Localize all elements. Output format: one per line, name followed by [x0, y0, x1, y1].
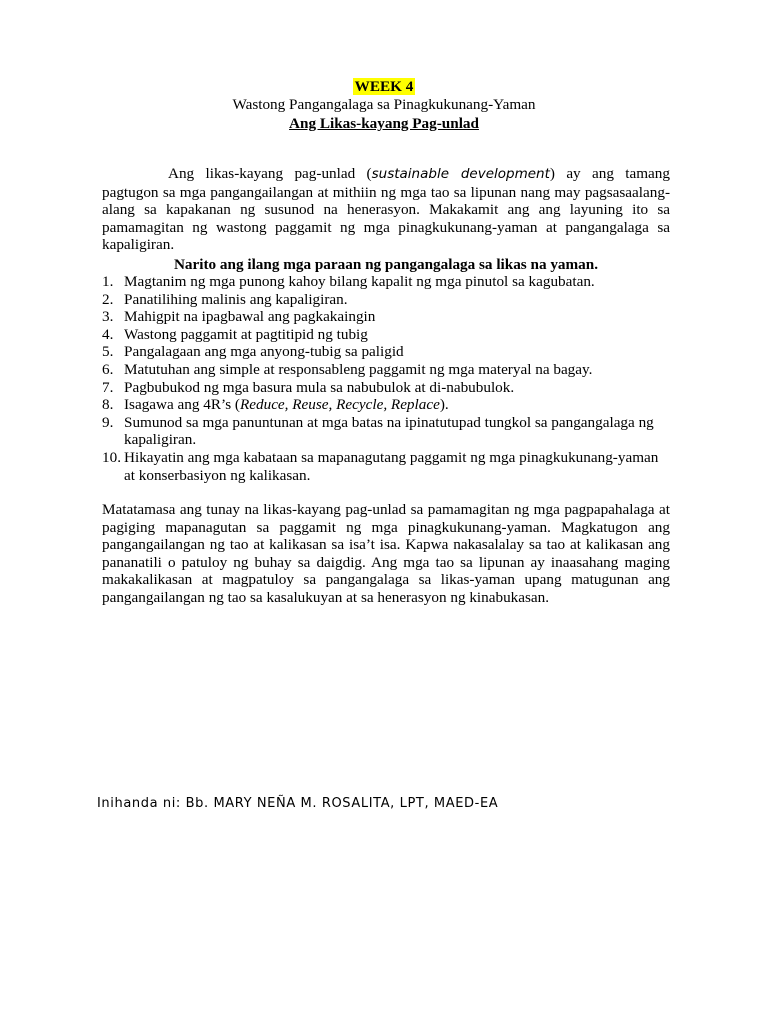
- document-subtitle: Wastong Pangangalaga sa Pinagkukunang-Yaman: [232, 96, 536, 113]
- list-item-number: 3.: [102, 308, 114, 326]
- list-item-number: 6.: [102, 360, 114, 378]
- list-item-text-before: Isagawa ang 4R’s (: [124, 396, 240, 414]
- list-item-text: Panatilihing malinis ang kapaligiran.: [124, 290, 348, 308]
- list-item-number: 10.: [102, 448, 121, 466]
- list-item-number: 4.: [102, 325, 114, 343]
- list-item-text: Matutuhan ang simple at responsableng paggamit ng mga materyal na bagay.: [124, 360, 593, 378]
- list-item: [102, 379, 672, 397]
- week-heading: [0, 78, 768, 96]
- list-item: [102, 291, 672, 309]
- intro-paragraph: [102, 165, 670, 254]
- list-heading: Narito ang ilang mga paraan ng pangangalaga sa likas na yaman.: [173, 256, 599, 273]
- conclusion-paragraph: Matatamasa ang tunay na likas-kayang pag-unlad sa pamamagitan ng mga pagpapahalaga at pagiging mapanagutan sa paggamit ng mga pinagkukunang-yaman. Magkatugon ang pangangailangan ng tao at kalikasan sa isa’t isa. Kapwa nakasalalay sa tao at kalikasan ang pananatili o patuloy ng buhay sa daigdig. Ang mga tao sa lipunan ay inaasahang maging makakalikasan at magpatuloy sa pangangalaga sa likas-yaman upang matugunan ang pangangailangan ng tao sa kasalukuyan at sa henerasyon ng kinabukasan.: [102, 501, 670, 606]
- list-item-number: 7.: [102, 378, 114, 396]
- document-title: Ang Likas-kayang Pag-unlad: [289, 115, 479, 132]
- list-item-text: Mahigpit na ipagbawal ang pagkakaingin: [124, 308, 376, 326]
- list-item-number: 1.: [102, 273, 114, 290]
- list-item-number: 5.: [102, 343, 114, 361]
- list-item-number: 2.: [102, 290, 114, 308]
- list-item: [102, 273, 672, 291]
- list-item-text: Pangalagaan ang mga anyong-tubig sa paligid: [124, 343, 404, 361]
- list-item-italic-text: Reduce, Reuse, Recycle, Replace: [239, 396, 440, 414]
- intro-text-before: Ang likas-kayang pag-unlad (: [168, 165, 372, 182]
- list-item: [102, 396, 672, 414]
- week-label: WEEK 4: [354, 78, 414, 95]
- list-item-number: 8.: [102, 396, 114, 414]
- list-item-number: 9.: [102, 413, 114, 431]
- list-item: [102, 414, 672, 449]
- prepared-by-footer: Inihanda ni: Bb. MARY NEÑA M. ROSALITA, LPT, MAED-EA: [97, 796, 499, 811]
- list-item-text: Magtanim ng mga punong kahoy bilang kapalit ng mga pinutol sa kagubatan.: [124, 273, 595, 290]
- list-item: [102, 343, 672, 361]
- list-item-text: Hikayatin ang mga kabataan sa mapanagutang paggamit ng mga pinagkukunang-yaman at konserbasiyon ng kalikasan.: [124, 448, 659, 484]
- intro-text-after: ) ay ang tamang pagtugon sa mga pangangailangan at mithiin ng mga tao sa lipunan nang may pagsasaalang-alang sa kapakanan ng susunod na henerasyon. Makakamit ang ang layuning ito sa pamamagitan ng wastong paggamit ng mga pinagkukunang-yaman at pangangalaga sa kapaligiran.: [102, 165, 670, 254]
- list-item-text: Wastong paggamit at pagtitipid ng tubig: [124, 325, 368, 343]
- care-methods-list: [102, 273, 672, 484]
- intro-term: sustainable development: [371, 166, 550, 182]
- list-item: [102, 361, 672, 379]
- list-item-text-after: ).: [439, 396, 449, 414]
- list-item: [102, 326, 672, 344]
- list-item-text: Sumunod sa mga panuntunan at mga batas na ipinatutupad tungkol sa pangangalaga ng kapaligiran.: [124, 413, 654, 449]
- list-item: [102, 308, 672, 326]
- list-item-text: Pagbubukod ng mga basura mula sa nabubulok at di-nabubulok.: [124, 378, 515, 396]
- list-item: [102, 449, 672, 484]
